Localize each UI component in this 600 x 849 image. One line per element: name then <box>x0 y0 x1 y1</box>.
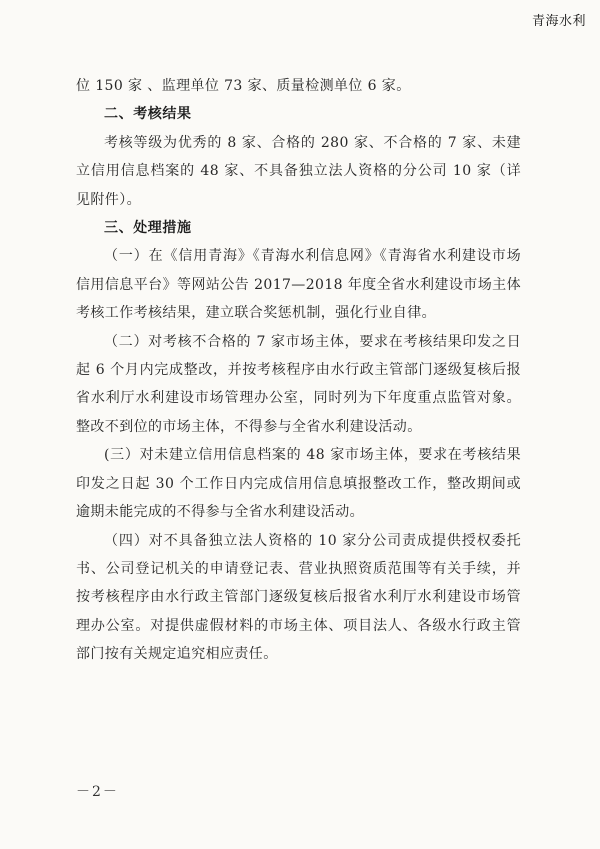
page-number: －2－ <box>76 784 119 800</box>
paragraph-measure-2: （二）对考核不合格的 7 家市场主体，要求在考核结果印发之日起 6 个月内完成整改，并按考核程序由水行政主管部门逐级复核后报省水利厅水利建设市场管理办公室，同时列为下年度重点监管对象。整改不到位的市场主体，不得参与全省水利建设活动。 <box>76 333 521 435</box>
document-body <box>76 72 521 669</box>
watermark-label: 青海水利 <box>531 14 586 29</box>
paragraph-measure-3: (三）对未建立信用信息档案的 48 家市场主体，要求在考核结果印发之日起 30 个工作日内完成信用信息填报整改工作，整改期间或逾期未能完成的不得参与全省水利建设活动。 <box>76 447 521 521</box>
section-heading-measures: 三、处理措施 <box>104 220 192 237</box>
paragraph-continuation: 位 150 家 、监理单位 73 家、质量检测单位 6 家。 <box>76 78 411 94</box>
paragraph-measure-4: （四）对不具备独立法人资格的 10 家分公司责成提供授权委托书、公司登记机关的申请登记表、营业执照资质范围等有关手续，并按考核程序由水行政主管部门逐级复核后报省水利厅水利建设市场管理办公室。对提供虚假材料的市场主体、项目法人、各级水行政主管部门按有关规定追究相应责任。 <box>76 532 521 663</box>
paragraph-measure-1: （一）在《信用青海》《青海水利信息网》《青海省水利建设市场信用信息平台》等网站公告 2017—2018 年度全省水利建设市场主体考核工作考核结果，建立联合奖惩机制，强化行业自律。 <box>76 248 521 322</box>
section-heading-results: 二、考核结果 <box>104 106 192 123</box>
paragraph-results: 考核等级为优秀的 8 家、合格的 280 家、不合格的 7 家、未建立信用信息档案的 48 家、不具备独立法人资格的分公司 10 家（详见附件）。 <box>76 134 521 208</box>
